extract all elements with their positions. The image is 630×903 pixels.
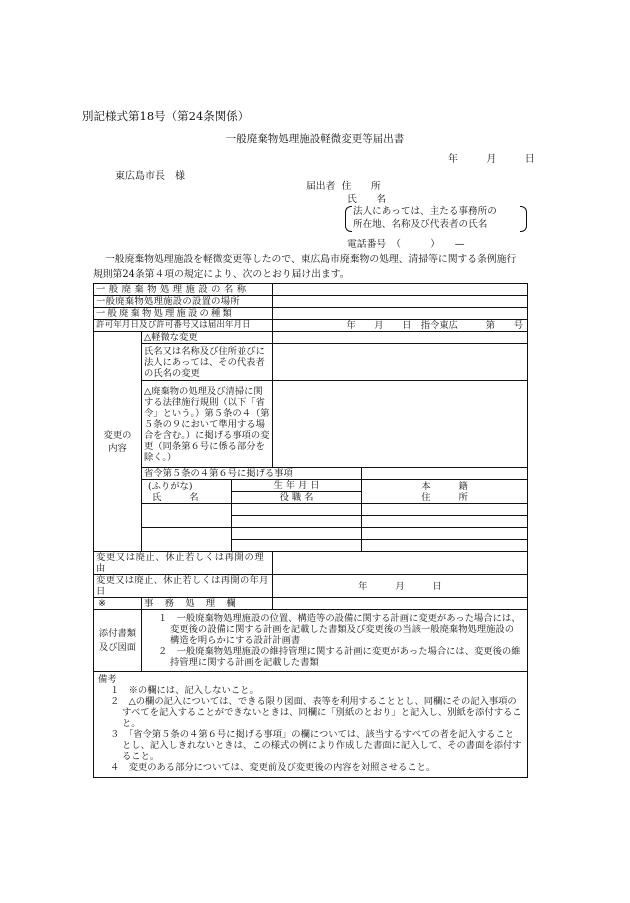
note-item: ２ △の欄の記入については、できる限り図面、表等を利用することとし、同欄にその記入事項のすべてを記入することができないときは、同欄に「別紙のとおり」と記入し、別紙を添付すること。 xyxy=(110,696,522,729)
facility-place-field[interactable] xyxy=(273,296,528,308)
col-birth-header: 生 年 月 日 xyxy=(232,480,362,492)
row-attachments xyxy=(94,610,528,672)
facility-type-field[interactable] xyxy=(273,308,528,320)
person-1-name[interactable] xyxy=(142,504,232,528)
row-facility-type xyxy=(94,308,528,320)
row-reason xyxy=(94,552,528,575)
art6-header-blank xyxy=(362,468,528,480)
form-title: 一般廃棄物処理施設軽微変更等届出書 xyxy=(225,133,405,145)
row-permit xyxy=(94,320,528,332)
person-2-birth[interactable] xyxy=(232,528,362,540)
person-1-birth[interactable] xyxy=(232,504,362,516)
row-facility-place xyxy=(94,296,528,308)
phone-label: 電話番号 （ ） — xyxy=(347,239,465,250)
minor-change-label: △軽微な変更 xyxy=(142,332,273,344)
notes-title: 備考 xyxy=(98,674,117,685)
permit-value[interactable]: 年 月 日 指令東広 第 号 xyxy=(273,320,528,332)
attach-label: 添付書類及び図面 xyxy=(94,610,142,672)
intro-text: 一般廃棄物処理施設を軽微変更等したので、東広島市廃棄物の処理、清掃等に関する条例施行規則第24条第４項の規定により、次のとおり届け出ます。 xyxy=(93,254,517,280)
attach-item-1: １ 一般廃棄物処理施設の位置、構造等の設備に関する計画に変更があった場合には、変更後の設備に関する計画を記載した書類及び変更後の当該一般廃棄物処理施設の構造を明らかにする設計計画書 xyxy=(158,613,521,646)
row-law-change xyxy=(94,381,528,468)
change-content-label: 変更の内容 xyxy=(94,332,142,552)
facility-name-label: 一般廃棄物処理施設の名称 xyxy=(94,284,273,296)
attach-items xyxy=(142,610,528,672)
facility-place-label: 一般廃棄物処理施設の設置の場所 xyxy=(94,296,273,308)
row-person-1a xyxy=(94,504,528,516)
note-item: ４ 変更のある部分については、変更前及び変更後の内容を対照させること。 xyxy=(110,762,436,773)
corporate-note xyxy=(345,205,527,231)
person-2-position[interactable] xyxy=(232,540,362,552)
form-number: 別記様式第18号（第24条関係） xyxy=(82,109,250,123)
note-item: ３ 「省令第５条の４第６号に掲げる事項」の欄については、該当するすべての者を記入することとし、記入しきれないときは、この様式の例により作成した書面に記入して、その書面を添付すること。 xyxy=(110,729,522,762)
applicant-address-label: 住 所 xyxy=(341,181,381,192)
attach-item-2: ２ 一般廃棄物処理施設の維持管理に関する計画に変更があった場合には、変更後の維持管理に関する計画を記載した書類 xyxy=(158,646,521,668)
person-1-address[interactable] xyxy=(362,516,528,528)
name-change-label: 氏名又は名称及び住所並びに法人にあっては、その代表者の氏名の変更 xyxy=(142,344,273,381)
person-2-address[interactable] xyxy=(362,540,528,552)
reason-field[interactable] xyxy=(273,552,528,575)
row-art6-header xyxy=(94,468,528,480)
row-name-change xyxy=(94,344,528,381)
person-2-domicile[interactable] xyxy=(362,528,528,540)
name-column-label: 氏 名 xyxy=(152,491,199,503)
law-change-field[interactable] xyxy=(273,381,528,468)
domicile-column-label: 本 籍 xyxy=(421,480,468,492)
applicant-label: 届出者 xyxy=(306,181,336,192)
name-change-field[interactable] xyxy=(273,344,528,381)
note-item: １ ※の欄には、記入しないこと。 xyxy=(110,685,259,696)
date-month: 月 xyxy=(486,154,497,165)
col-name-header xyxy=(142,480,232,504)
facility-type-label: 一般廃棄物処理施設の種類 xyxy=(94,308,273,320)
date-value[interactable]: 年 月 日 xyxy=(273,575,528,598)
applicant-block xyxy=(306,180,386,206)
corporate-note-line2: 所在地、名称及び代表者の氏名 xyxy=(353,219,488,230)
date-label: 変更又は廃止、休止若しくは再開の年月日 xyxy=(94,575,273,598)
office-label: 事 務 処 理 欄 xyxy=(142,598,273,610)
addressee: 東広島市長 様 xyxy=(115,171,185,182)
applicant-name-label: 氏 名 xyxy=(347,194,387,205)
office-field xyxy=(273,598,528,610)
row-office xyxy=(94,598,528,610)
office-mark: ※ xyxy=(94,598,142,610)
row-date xyxy=(94,575,528,598)
col-domicile-address-header xyxy=(362,480,528,504)
row-art6-cols1 xyxy=(94,480,528,492)
person-2-name[interactable] xyxy=(142,528,232,552)
row-facility-name xyxy=(94,284,528,296)
notification-table xyxy=(93,283,528,778)
notes-section xyxy=(94,672,528,778)
person-1-domicile[interactable] xyxy=(362,504,528,516)
submission-date xyxy=(448,150,535,165)
date-year: 年 xyxy=(448,154,458,165)
minor-change-field[interactable] xyxy=(273,332,528,344)
date-day: 日 xyxy=(524,154,535,165)
reason-label: 変更又は廃止、休止若しくは再開の理由 xyxy=(94,552,273,575)
address-column-label: 住 所 xyxy=(421,491,468,503)
furigana-label: (ふりがな) xyxy=(148,480,193,492)
row-notes xyxy=(94,672,528,778)
permit-label: 許可年月日及び許可番号又は届出年月日 xyxy=(94,320,273,332)
person-1-position[interactable] xyxy=(232,516,362,528)
art6-header: 省令第５条の４第６号に掲げる事項 xyxy=(142,468,362,480)
law-change-label: △廃棄物の処理及び清掃に関する法律施行規則（以下「省令」という。）第５条の４（第５条の９において準用する場合を含む。）に掲げる事項の変更（同条第６号に係る部分を除く。） xyxy=(142,381,273,468)
col-position-header: 役 職 名 xyxy=(232,492,362,504)
facility-name-field[interactable] xyxy=(273,284,528,296)
corporate-note-line1: 法人にあっては、主たる事務所の xyxy=(353,206,497,217)
row-minor-change xyxy=(94,332,528,344)
row-person-2a xyxy=(94,528,528,540)
